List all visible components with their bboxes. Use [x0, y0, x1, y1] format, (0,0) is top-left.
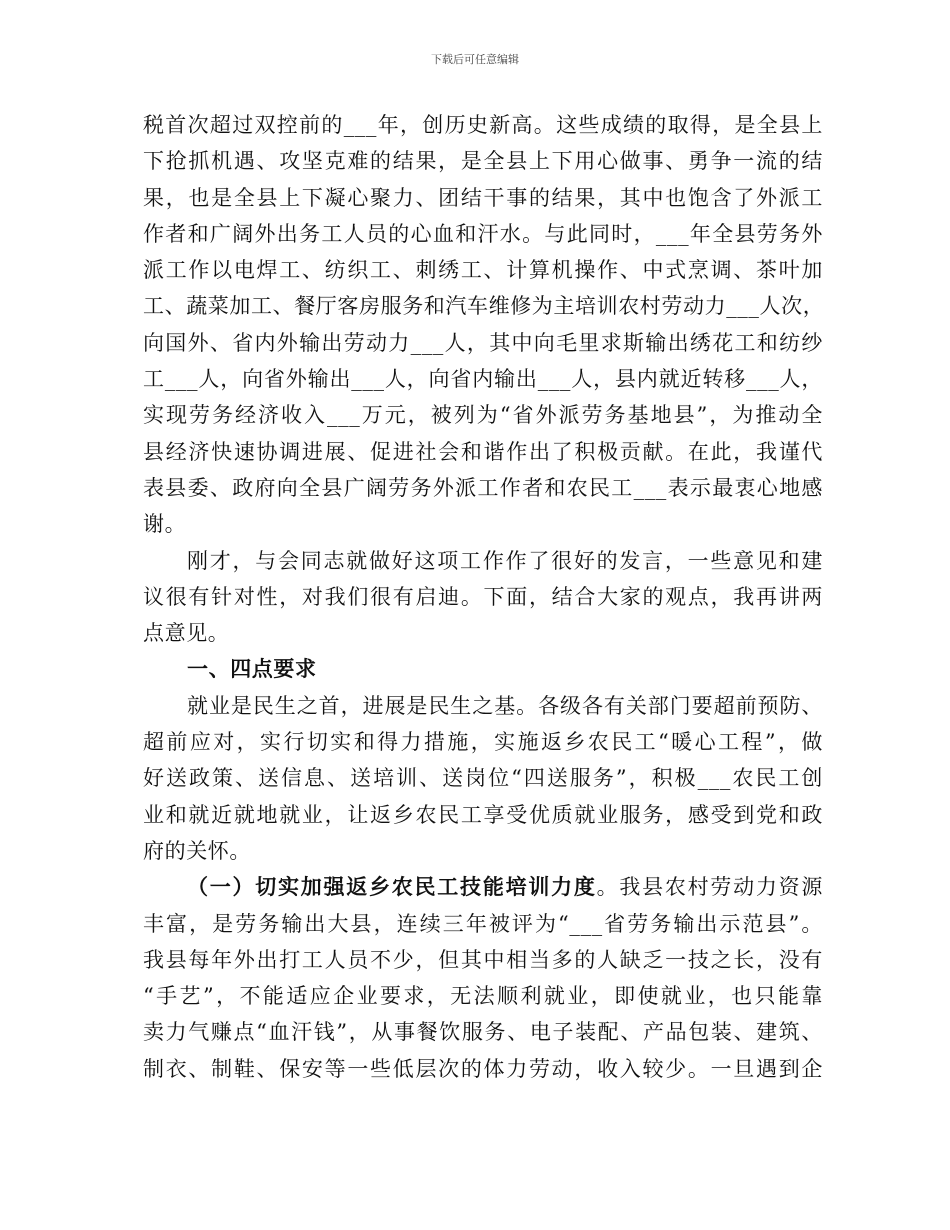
- paragraph-line: 工___人，向省外输出___人，向省内输出___人，县内就近转移___人，: [143, 367, 823, 392]
- paragraph-line: 果，也是全县上下凝心聚力、团结干事的结果，其中也饱含了外派工: [143, 185, 823, 210]
- paragraph-line: 超前应对，实行切实和得力措施，实施返乡农民工“暖心工程”，做: [143, 730, 823, 755]
- paragraph-line: 实现劳务经济收入___万元，被列为“省外派劳务基地县”，为推动全: [143, 403, 823, 428]
- paragraph-line: 制衣、制鞋、保安等一些低层次的体力劳动，收入较少。一旦遇到企: [143, 1056, 823, 1081]
- paragraph-line: 好送政策、送信息、送培训、送岗位“四送服务”，积极___农民工创: [143, 766, 823, 791]
- section-heading: 一、四点要求: [187, 656, 317, 682]
- paragraph-line: 派工作以电焊工、纺织工、刺绣工、计算机操作、中式烹调、茶叶加: [143, 258, 823, 283]
- paragraph-line: 税首次超过双控前的___年，创历史新高。这些成绩的取得，是全县上: [143, 113, 823, 137]
- paragraph-line: 卖力气赚点“血汗钱”，从事餐饮服务、电子装配、产品包装、建筑、: [143, 1020, 823, 1045]
- paragraph-line: 业和就近就地就业，让返乡农民工享受优质就业服务，感受到党和政: [143, 802, 823, 827]
- paragraph-line: 表县委、政府向全县广阔劳务外派工作者和农民工___表示最衷心地感: [143, 475, 823, 500]
- paragraph-line: 工、蔬菜加工、餐厅客房服务和汽车维修为主培训农村劳动力___人次，: [143, 294, 825, 319]
- paragraph-line: 议很有针对性，对我们很有启迪。下面，结合大家的观点，我再讲两: [143, 584, 823, 609]
- subsection-heading: （一）切实加强返乡农民工技能培训力度: [187, 874, 597, 900]
- paragraph-line: [143, 869, 823, 905]
- paragraph-line: 刚才，与会同志就做好这项工作作了很好的发言，一些意见和建: [187, 548, 823, 573]
- page-header: 下载后可任意编辑: [431, 53, 519, 66]
- paragraph-line: 谢。: [143, 512, 187, 537]
- paragraph-line: 丰富，是劳务输出大县，连续三年被评为“___省劳务输出示范县”。: [143, 911, 823, 936]
- document-body: [143, 107, 823, 1087]
- paragraph-line: 我县每年外出打工人员不少，但其中相当多的人缺乏一技之长，没有: [143, 947, 823, 972]
- paragraph-line: 点意见。: [143, 621, 230, 646]
- paragraph-line: 下抢抓机遇、攻坚克难的结果，是全县上下用心做事、勇争一流的结: [143, 149, 823, 174]
- paragraph-line: 就业是民生之首，进展是民生之基。各级各有关部门要超前预防、: [187, 693, 823, 718]
- paragraph-line: 府的关怀。: [143, 838, 251, 863]
- paragraph-line: “手艺”，不能适应企业要求，无法顺利就业，即使就业，也只能靠: [143, 984, 823, 1009]
- paragraph-text: 。我县农村劳动力资源: [596, 875, 823, 900]
- paragraph-line: 向国外、省内外输出劳动力___人，其中向毛里求斯输出绣花工和纺纱: [143, 330, 823, 355]
- paragraph-line: 作者和广阔外出务工人员的心血和汗水。与此同时，___年全县劳务外: [143, 221, 823, 246]
- paragraph-line: 县经济快速协调进展、促进社会和谐作出了积极贡献。在此，我谨代: [143, 439, 823, 464]
